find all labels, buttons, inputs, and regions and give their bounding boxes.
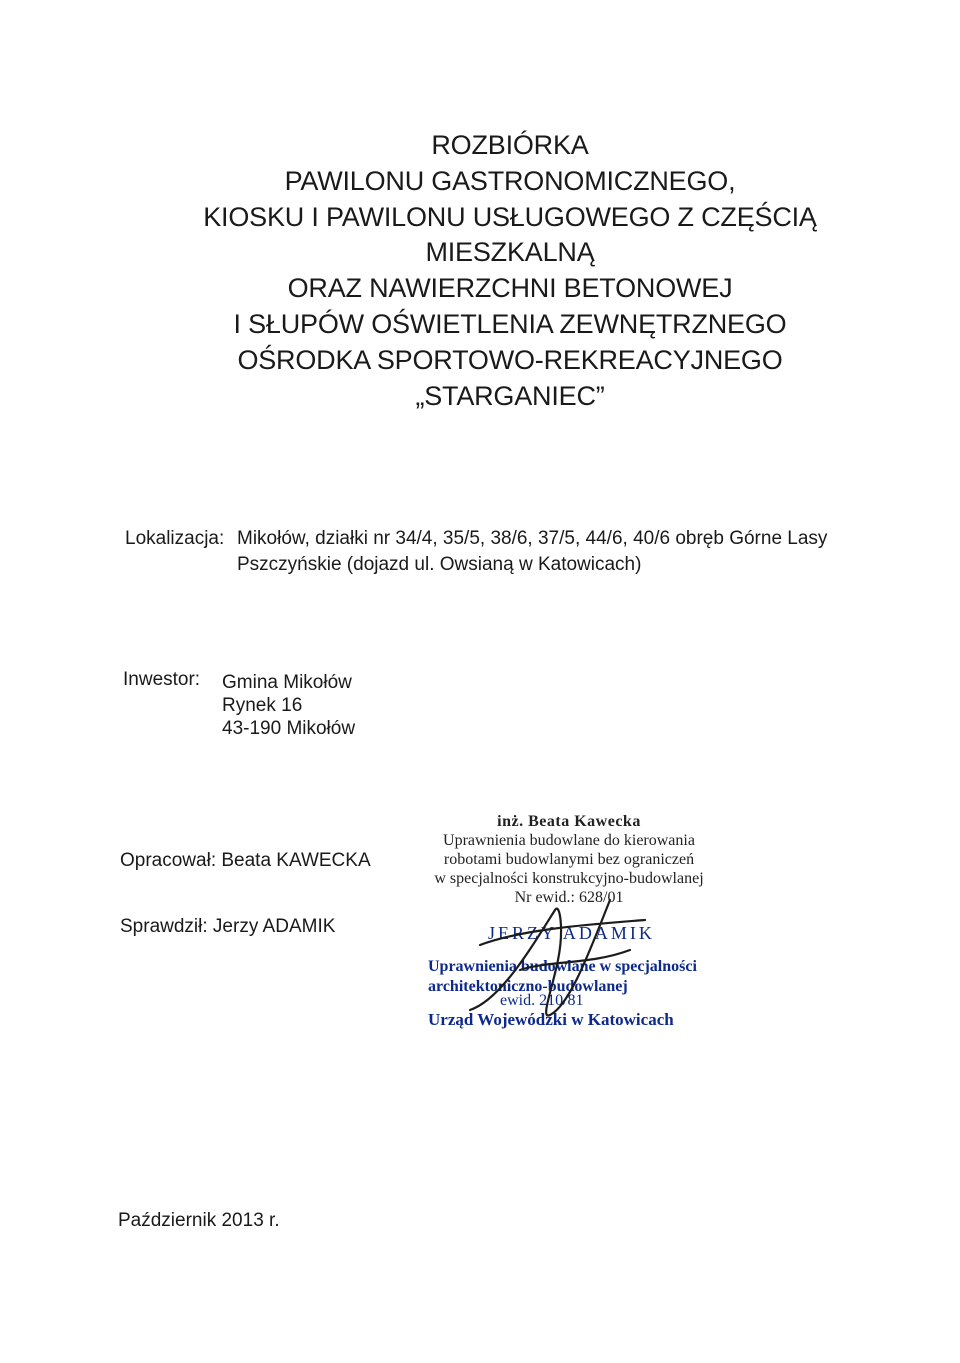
title-line: KIOSKU I PAWILONU USŁUGOWEGO Z CZĘŚCIĄ	[203, 201, 817, 232]
prepared-by: Opracował: Beata KAWECKA	[120, 850, 371, 871]
investor-line: 43-190 Mikołów	[222, 718, 356, 739]
stamp-line: inż. Beata Kawecka	[497, 813, 641, 830]
location-line: Pszczyńskie (dojazd ul. Owsianą w Katowicach)	[237, 554, 642, 575]
location-label: Lokalizacja:	[125, 528, 225, 549]
investor-line: Gmina Mikołów	[222, 672, 352, 693]
handwritten-signature	[460, 890, 660, 1030]
checked-by: Sprawdził: Jerzy ADAMIK	[120, 916, 336, 937]
stamp-line: w specjalności konstrukcyjno-budowlanej	[434, 870, 704, 887]
title-line: OŚRODKA SPORTOWO-REKREACYJNEGO	[237, 344, 783, 375]
title-line: ROZBIÓRKA	[431, 130, 589, 160]
seal-line: Uprawnienia budowlane w specjalności	[428, 958, 697, 975]
location-line: Mikołów, działki nr 34/4, 35/5, 38/6, 37/5, 44/6, 40/6 obręb Górne Lasy	[237, 528, 828, 549]
title-line: PAWILONU GASTRONOMICZNEGO,	[284, 165, 736, 196]
seal-line: architektoniczno-budowlanej	[428, 978, 628, 995]
document-date: Październik 2013 r.	[118, 1210, 280, 1231]
stamp-line: robotami budowlanymi bez ograniczeń	[443, 851, 695, 868]
seal-line: Urząd Wojewódzki w Katowicach	[428, 1010, 674, 1029]
investor-line: Rynek 16	[222, 695, 303, 716]
document-title	[0, 128, 960, 414]
seal-line: ewid. 210/81	[500, 992, 584, 1009]
investor-label: Inwestor:	[123, 669, 201, 690]
stamp-line: Uprawnienia budowlane do kierowania	[443, 832, 695, 849]
seal-line: JERZY ADAMIK	[488, 923, 655, 943]
stamp-line: Nr ewid.: 628/01	[514, 889, 624, 906]
title-line: I SŁUPÓW OŚWIETLENIA ZEWNĘTRZNEGO	[233, 308, 787, 339]
title-line: ORAZ NAWIERZCHNI BETONOWEJ	[287, 273, 733, 304]
title-line: MIESZKALNĄ	[425, 237, 595, 268]
title-line: „STARGANIEC”	[415, 380, 605, 411]
